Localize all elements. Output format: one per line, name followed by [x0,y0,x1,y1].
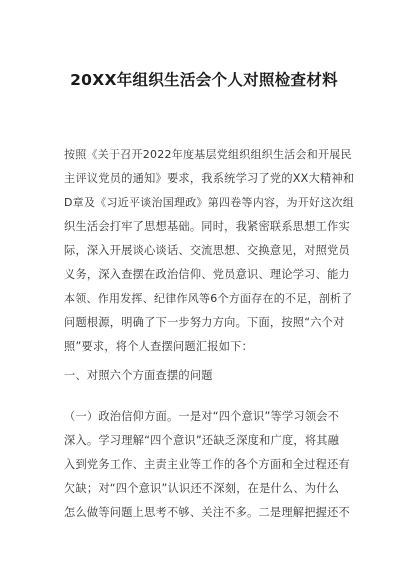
text-line: 主评议党员的通知》要求，我系统学习了党的XX大精神和 [64,172,355,185]
text-line: 问题根源，明确了下一步努力方向。下面，按照“六个对 [64,316,345,329]
text-line: 深入。学习理解“四个意识”还缺乏深度和广度，将其融 [64,434,340,447]
text-line: 怎么做等问题上思考不够、关注不多。二是理解把握还不 [64,506,350,519]
text-line: 入到党务工作、主责主业等工作的各个方面和全过程还有 [64,458,350,471]
text-line: 本领、作用发挥、纪律作风等6个方面存在的不足，剖析了 [64,292,353,305]
section-heading-text: 一、对照六个方面查摆的问题 [64,369,213,382]
text-line: 义务，深入查摆在政治信仰、党员意识、理论学习、能力 [64,268,350,281]
text-line: 按照《关于召开2022年度基层党组织组织生活会和开展民 [64,148,352,161]
text-line: 欠缺；对“四个意识”认识还不深刻，在是什么、为什么 [64,482,340,495]
text-line: 织生活会打牢了思想基础。同时，我紧密联系思想工作实 [64,220,350,233]
text-line: 际，深入开展谈心谈话、交流思想、交换意见，对照党员 [64,244,350,257]
text-line: （一）政治信仰方面。一是对“四个意识”等学习领会不 [64,410,340,423]
text-line: 照”要求，将个人查摆问题汇报如下： [64,340,254,353]
text-line: D章及《习近平谈治国理政》第四卷等内容，为开好这次组 [64,196,354,209]
document-title: 20XX年组织生活会个人对照检查材料 [70,71,338,89]
